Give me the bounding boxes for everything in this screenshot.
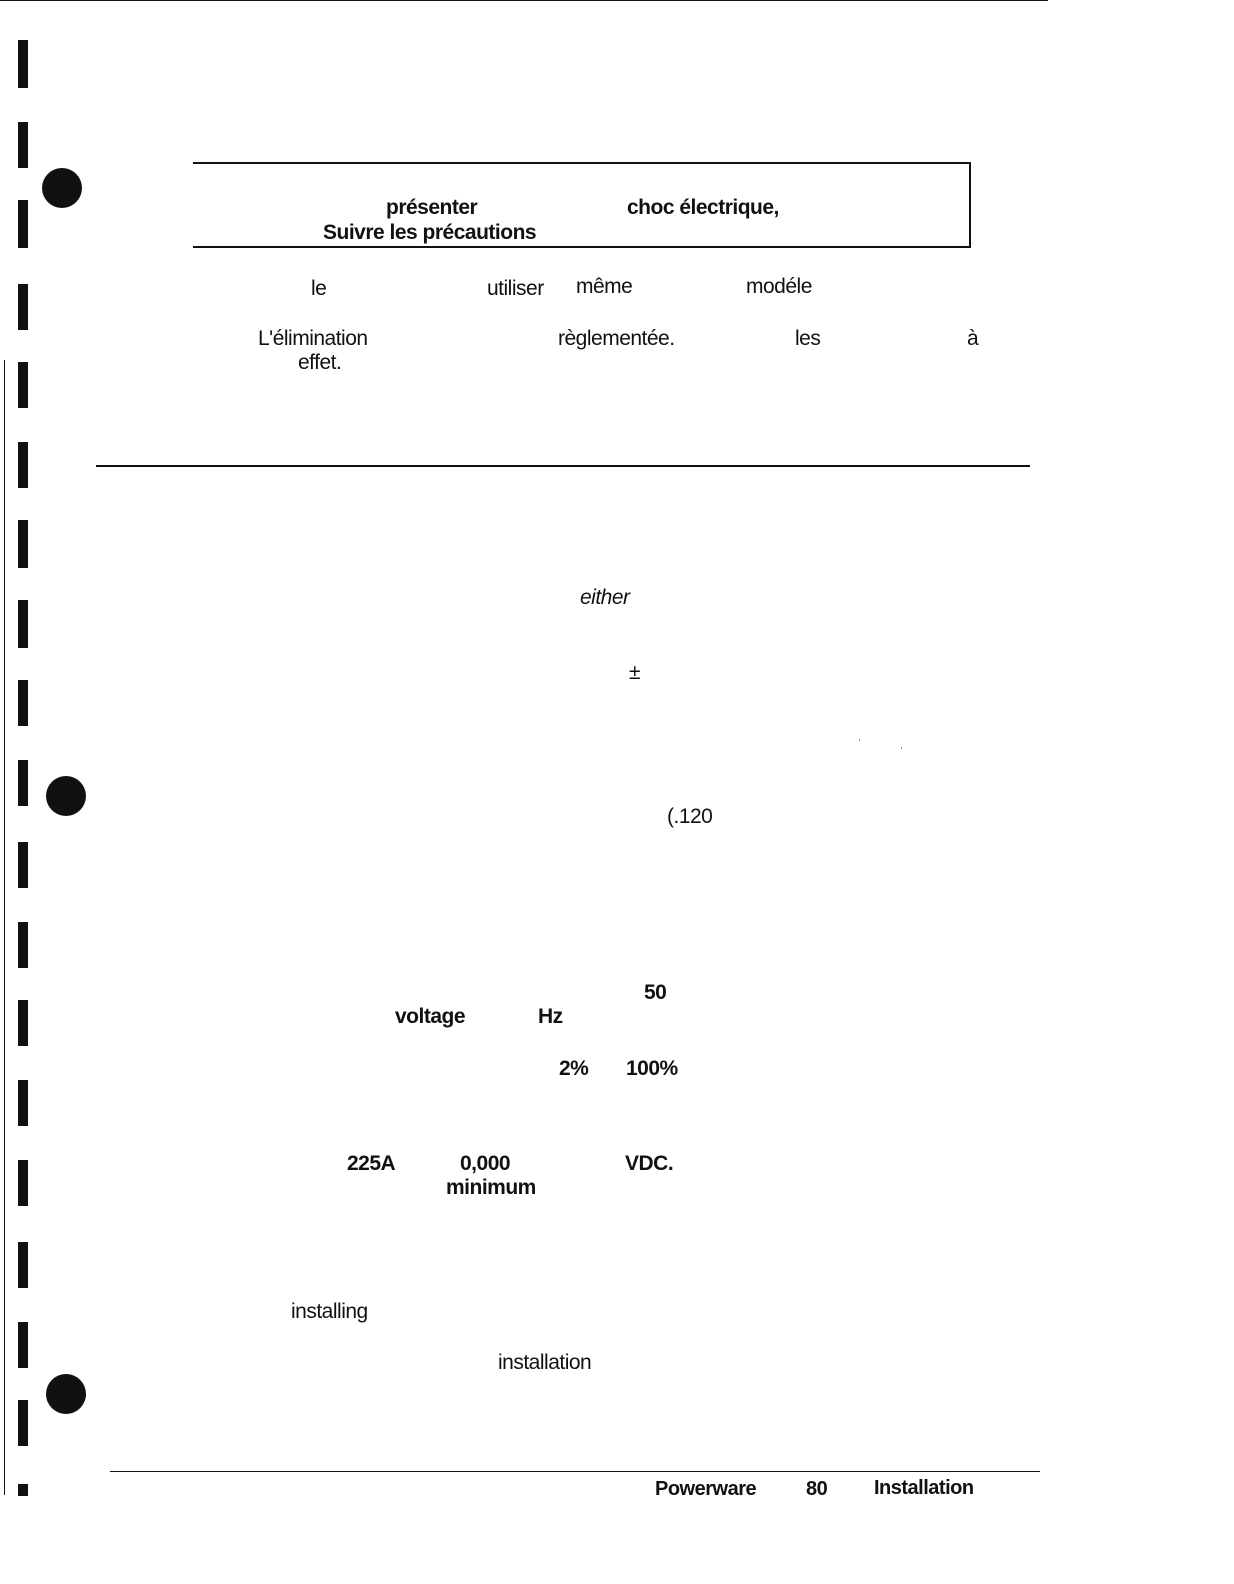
binder-mark: [18, 362, 28, 408]
body-word-100pct: 100%: [626, 1057, 678, 1080]
binder-mark: [18, 40, 28, 88]
binder-mark: [18, 1400, 28, 1446]
binder-mark: [18, 922, 28, 968]
binder-mark: [18, 1160, 28, 1206]
notice-word-les: les: [795, 327, 821, 350]
binder-mark: [18, 1080, 28, 1126]
notice-word-le: le: [311, 277, 327, 300]
section-divider: [96, 465, 1030, 467]
binder-mark: [18, 1322, 28, 1368]
binder-mark: [18, 760, 28, 806]
body-word-120: (.120: [667, 805, 713, 828]
body-word-either: either: [580, 586, 630, 609]
left-margin-line: [4, 360, 5, 1495]
body-word-0000: 0,000: [460, 1152, 511, 1175]
notice-word-reglementee: règlementée.: [558, 327, 675, 350]
body-word-plusminus: ±: [629, 661, 641, 684]
binder-hole: [46, 1374, 86, 1414]
binder-mark: [18, 520, 28, 568]
footer-model: 80: [806, 1478, 828, 1500]
binder-mark: [18, 200, 28, 248]
footer-section: Installation: [874, 1477, 974, 1499]
notice-word-a: à: [967, 327, 979, 350]
warning-text-precautions: Suivre les précautions: [323, 221, 537, 244]
body-word-225a: 225A: [347, 1152, 396, 1175]
top-rule: [0, 0, 1048, 1]
binder-mark: [18, 680, 28, 726]
binder-hole: [42, 168, 82, 208]
body-word-minimum: minimum: [446, 1176, 536, 1199]
binder-mark: [18, 442, 28, 488]
scan-speck: ˌ: [900, 739, 903, 750]
binder-mark: [18, 1242, 28, 1288]
body-word-2pct: 2%: [559, 1057, 589, 1080]
body-word-installation: installation: [498, 1351, 592, 1374]
body-word-50: 50: [644, 981, 667, 1004]
binder-mark: [18, 284, 28, 330]
warning-box: [193, 162, 971, 248]
footer-rule: [110, 1471, 1040, 1472]
body-word-voltage: voltage: [395, 1005, 466, 1028]
warning-text-presenter: présenter: [386, 196, 478, 219]
binder-mark: [18, 600, 28, 648]
body-word-vdc: VDC.: [625, 1152, 674, 1175]
binder-mark: [18, 1000, 28, 1046]
warning-text-choc: choc électrique,: [627, 196, 779, 219]
binder-mark: [18, 842, 28, 888]
notice-word-utiliser: utiliser: [487, 277, 544, 300]
footer-product: Powerware: [655, 1478, 757, 1500]
scan-speck: ˈ: [858, 739, 861, 750]
notice-word-effet: effet.: [298, 351, 342, 374]
binder-mark: [18, 122, 28, 168]
notice-word-meme: même: [576, 275, 633, 298]
body-word-installing: installing: [291, 1300, 368, 1323]
binder-mark: [18, 1484, 28, 1496]
body-word-hz: Hz: [538, 1005, 563, 1028]
notice-word-elimination: L'élimination: [258, 327, 368, 350]
notice-word-modele: modéle: [746, 275, 812, 298]
binder-hole: [46, 776, 86, 816]
